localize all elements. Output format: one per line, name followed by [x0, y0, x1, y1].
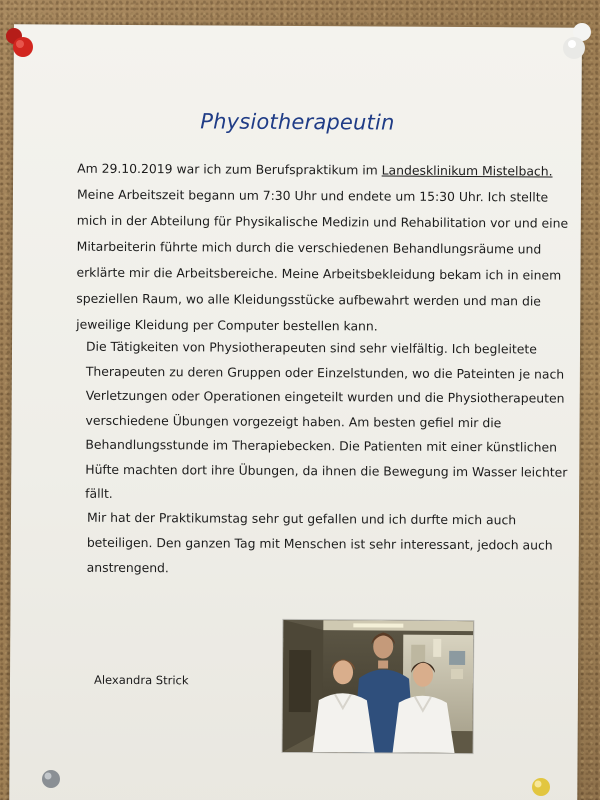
paragraph-line: Die Tätigkeiten von Physiotherapeuten sind sehr vielfältig. Ich begleitete [85, 338, 537, 357]
paragraph-line: Mir hat der Praktikumstag sehr gut gefallen und ich durfte mich auch [86, 509, 517, 528]
paragraph-line-text: Am 29.10.2019 war ich zum Berufspraktikum im [77, 160, 382, 178]
group-photo [283, 620, 474, 753]
paragraph-line: Verletzungen oder Operationen eingeteilt wurden und die Physiotherapeuten [85, 387, 565, 406]
white-pushpin-icon [560, 22, 594, 62]
paragraph-line: mich in der Abteilung für Physikalische Medizin und Rehabilitation vor und eine [76, 212, 569, 231]
paragraph-line: verschiedene Übungen vorgezeigt haben. Am besten gefiel mir die [85, 412, 502, 430]
paragraph-line: Therapeuten zu deren Gruppen oder Einzelstunden, wo die Pateinten je nach [85, 363, 565, 382]
paragraph-line: jeweilige Kleidung per Computer bestellen kann. [76, 316, 378, 334]
paragraph-activities [85, 335, 568, 509]
author-name: Alexandra Strick [93, 672, 189, 688]
group-photo-illustration [283, 620, 474, 753]
paragraph-line: Meine Arbeitszeit begann um 7:30 Uhr und endete um 15:30 Uhr. Ich stellte [76, 186, 549, 205]
paragraph-line: beteiligen. Den ganzen Tag mit Menschen ist sehr interessant, jedoch auch [86, 534, 553, 553]
poster-sheet [9, 24, 582, 800]
paragraph-line: Mitarbeiterin führte mich durch die verschiedenen Behandlungsräume und [76, 238, 542, 257]
paragraph-line: anstrengend. [86, 559, 169, 576]
paragraph-line: speziellen Raum, wo alle Kleidungsstücke aufbewahrt werden und man die [76, 290, 541, 309]
paragraph-line: Behandlungsstunde im Therapiebecken. Die Patienten mit einer künstlichen [85, 436, 558, 455]
clinic-name: Landesklinikum Mistelbach. [381, 162, 553, 179]
paragraph-line [77, 156, 568, 185]
paragraph-line: erklärte mir die Arbeitsbereiche. Meine Arbeitsbekleidung bekam ich in einem [76, 264, 562, 283]
red-pushpin-icon [4, 28, 34, 58]
poster-title: Physiotherapeutin [200, 109, 395, 135]
paragraph-internship-day [76, 156, 568, 341]
grey-pushpin-icon [40, 768, 62, 790]
yellow-pushpin-icon [530, 776, 552, 798]
paragraph-line: Hüfte machten dort ihre Übungen, da ihnen die Bewegung im Wasser leichter [85, 461, 568, 480]
paragraph-line: fällt. [85, 485, 113, 501]
paragraph-conclusion [87, 505, 553, 583]
